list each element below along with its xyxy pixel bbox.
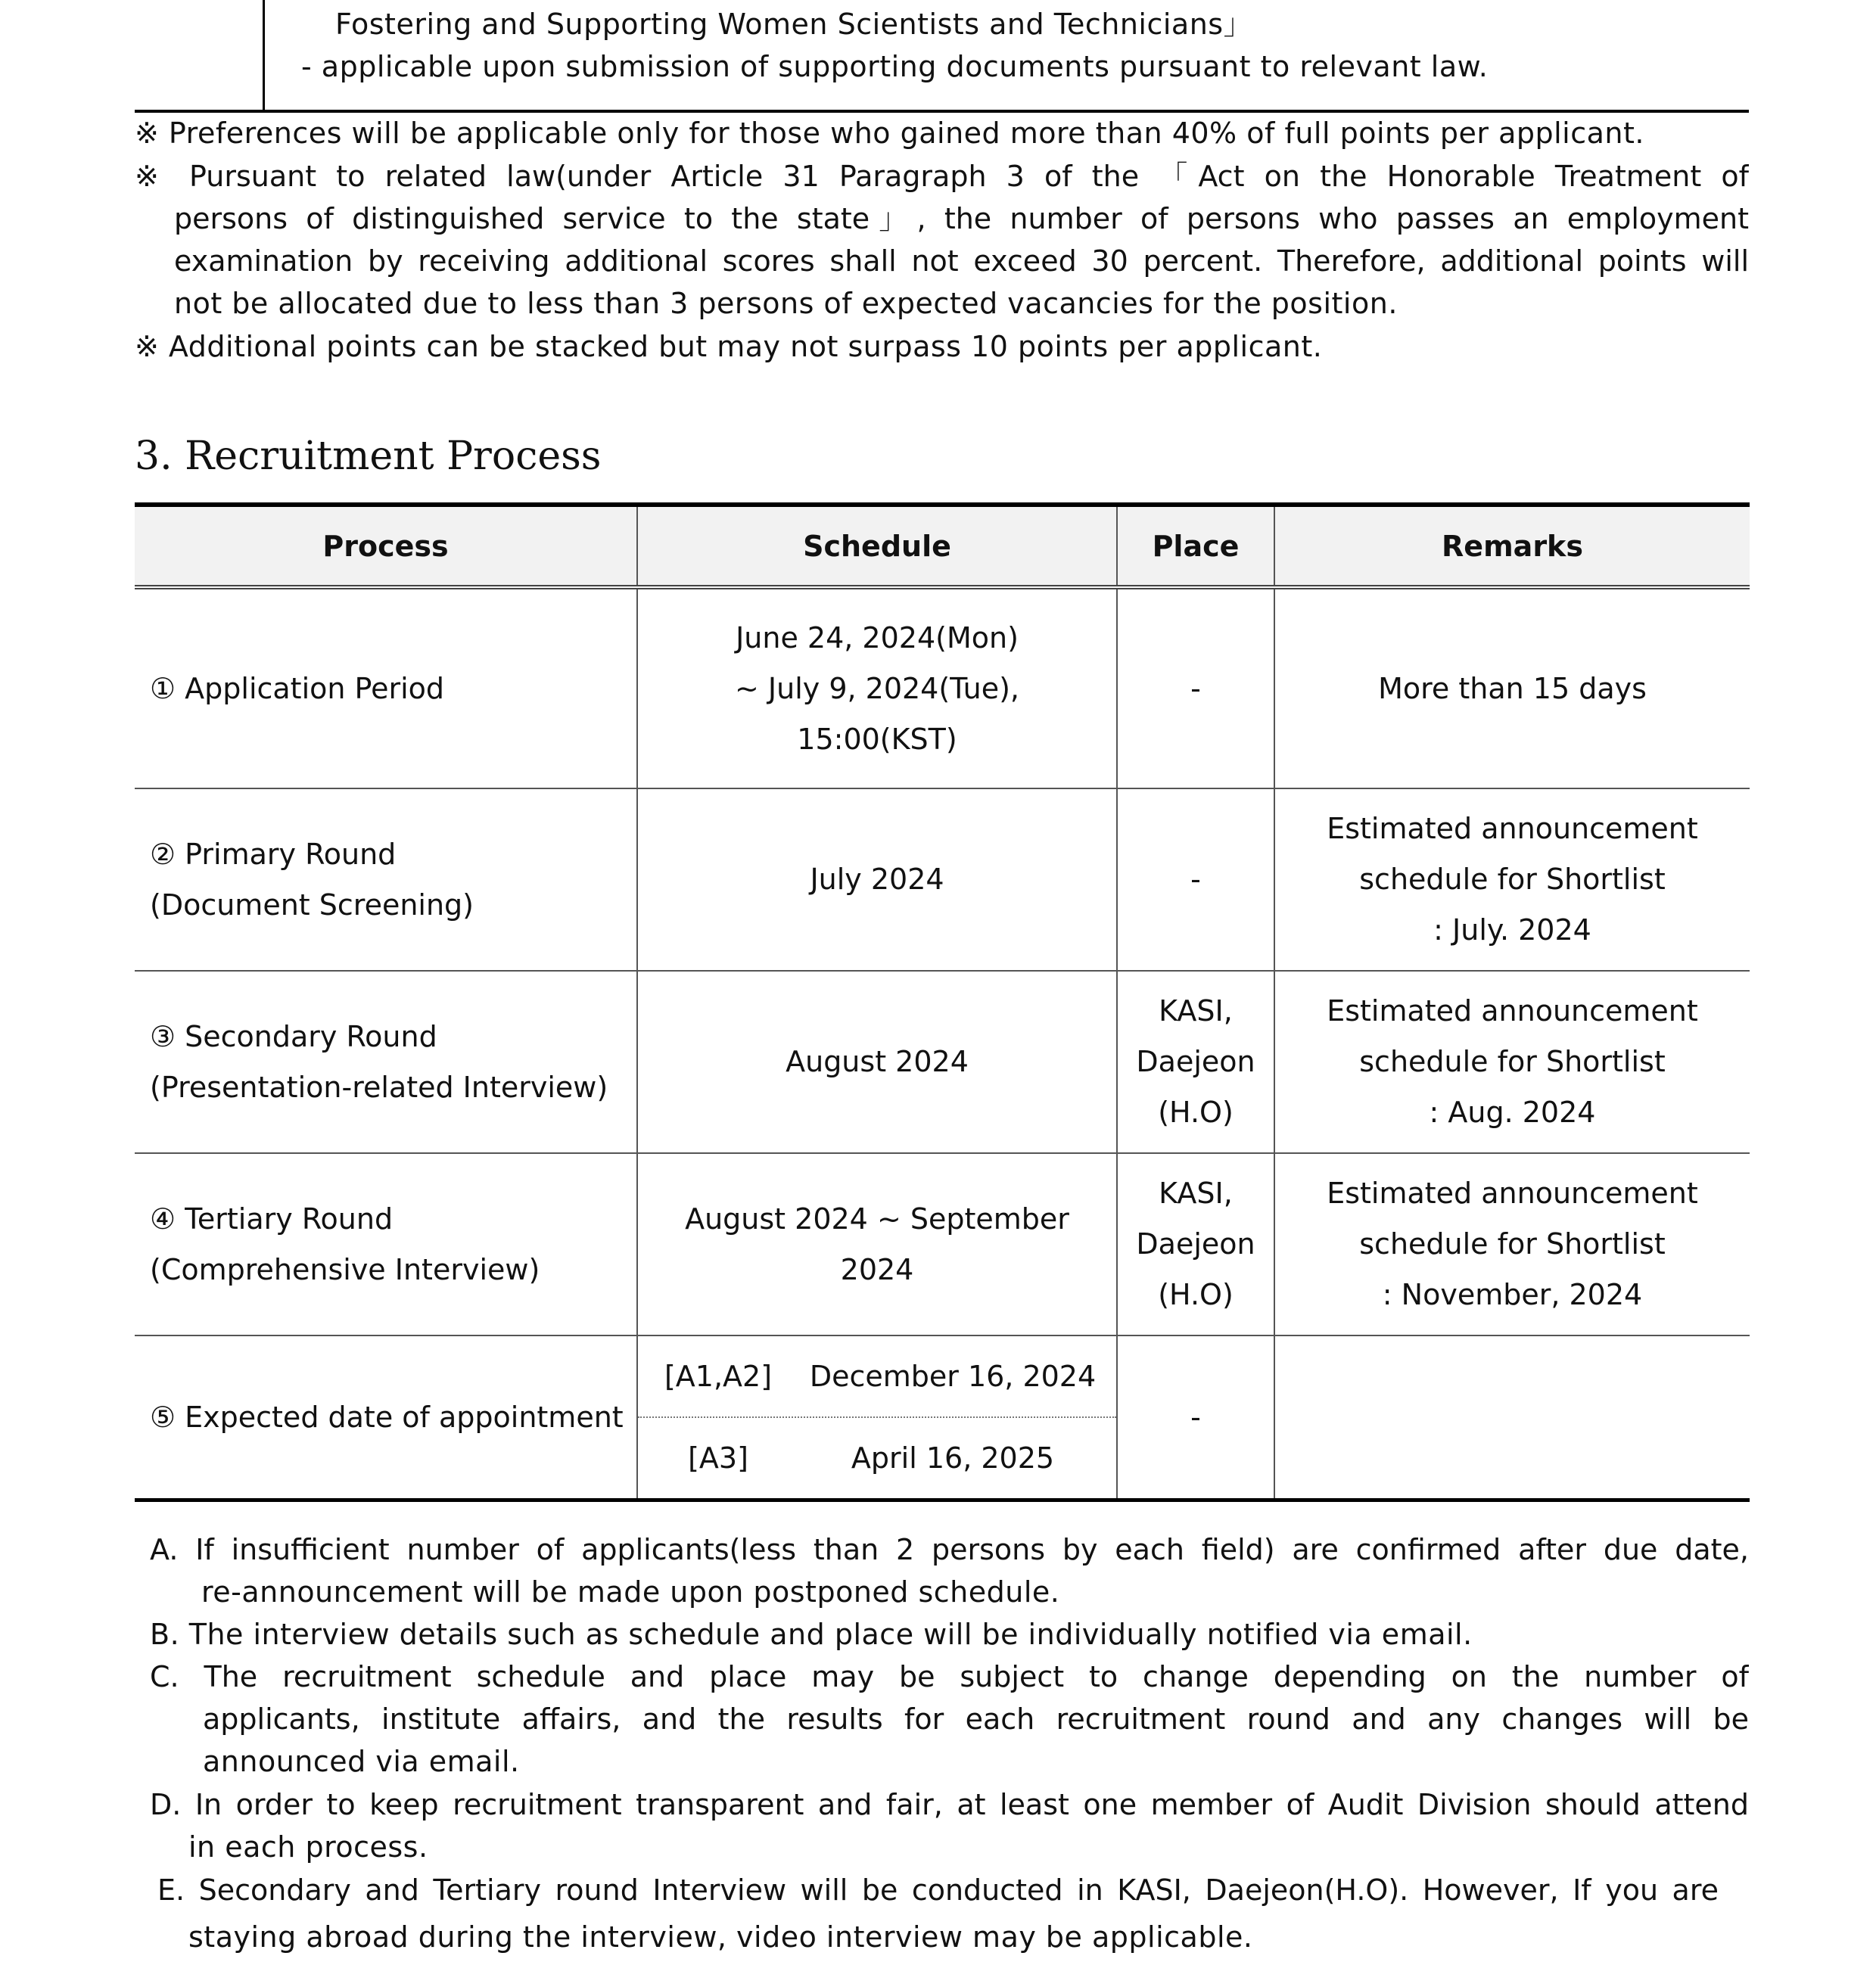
appointment-item (638, 1336, 1116, 1418)
cell-place: - (1117, 1335, 1274, 1500)
list-item-e-cont: staying abroad during the interview, video interview may be applicable. (188, 1920, 1253, 1954)
cell-process: ② Primary Round (Document Screening) (135, 788, 637, 971)
list-item-a-cont: re-announcement will be made upon postponed schedule. (201, 1575, 1060, 1609)
list-item-d: D. In order to keep recruitment transparent and fair, at least one member of Audit Division should attend (150, 1788, 1749, 1821)
cell-schedule: July 2024 (637, 788, 1117, 971)
list-item-e: E. Secondary and Tertiary round Interview will be conducted in KASI, Daejeon(H.O). However, If you are (157, 1873, 1719, 1907)
table-row (135, 587, 1750, 788)
cell-place: KASI, Daejeon (H.O) (1117, 1153, 1274, 1335)
cell-process: ③ Secondary Round (Presentation-related Interview) (135, 971, 637, 1153)
cell-remarks: Estimated announcement schedule for Shortlist : November, 2024 (1274, 1153, 1750, 1335)
list-item-b: B. The interview details such as schedule and place will be individually notified via email. (150, 1618, 1473, 1651)
cell-process: ⑤ Expected date of appointment (135, 1335, 637, 1500)
list-item-c-cont: applicants, institute affairs, and the results for each recruitment round and any changes will be (203, 1702, 1749, 1736)
table-row (135, 971, 1750, 1153)
cell-schedule: August 2024 ~ September 2024 (637, 1153, 1117, 1335)
note-line: examination by receiving additional scores shall not exceed 30 percent. Therefore, additional points will (174, 244, 1749, 278)
header-process: Process (135, 505, 637, 587)
table-row (135, 788, 1750, 971)
note-line: ※ Pursuant to related law(under Article 31 Paragraph 3 of the 「Act on the Honorable Treatment of (135, 160, 1749, 193)
cell-place: - (1117, 788, 1274, 971)
top-fragment-line: - applicable upon submission of supporting documents pursuant to relevant law. (301, 50, 1489, 83)
recruitment-process-table (135, 502, 1750, 1502)
table-cell-border (263, 0, 265, 112)
note-line: not be allocated due to less than 3 persons of expected vacancies for the position. (174, 287, 1398, 320)
appointment-date: April 16, 2025 (851, 1441, 1055, 1475)
table-header-row (135, 505, 1750, 587)
appointment-tag: [A1,A2] (664, 1359, 773, 1393)
header-schedule: Schedule (637, 505, 1117, 587)
list-item-c: C. The recruitment schedule and place may be subject to change depending on the number of (150, 1660, 1749, 1693)
note-line: persons of distinguished service to the state」, the number of persons who passes an employment (174, 202, 1749, 235)
cell-remarks: Estimated announcement schedule for Shortlist : Aug. 2024 (1274, 971, 1750, 1153)
cell-remarks (1274, 1335, 1750, 1500)
appointment-tag: [A3] (688, 1441, 748, 1475)
list-item-c-cont: announced via email. (203, 1745, 520, 1778)
top-fragment-line: Fostering and Supporting Women Scientists and Technicians」 (335, 8, 1253, 41)
cell-process: ① Application Period (135, 587, 637, 788)
cell-place: - (1117, 587, 1274, 788)
cell-process: ④ Tertiary Round (Comprehensive Interview) (135, 1153, 637, 1335)
table-row (135, 1153, 1750, 1335)
cell-place: KASI, Daejeon (H.O) (1117, 971, 1274, 1153)
note-additional-points: ※ Additional points can be stacked but may not surpass 10 points per applicant. (135, 330, 1323, 363)
list-item-a: A. If insufficient number of applicants(less than 2 persons by each field) are confirmed after due date, (150, 1533, 1749, 1566)
header-place: Place (1117, 505, 1274, 587)
section-title: 3. Recruitment Process (135, 434, 602, 479)
appointment-date: December 16, 2024 (809, 1359, 1097, 1393)
appointment-item (638, 1418, 1116, 1498)
cell-remarks: Estimated announcement schedule for Shortlist : July. 2024 (1274, 788, 1750, 971)
cell-schedule: June 24, 2024(Mon) ~ July 9, 2024(Tue), 15:00(KST) (637, 587, 1117, 788)
header-remarks: Remarks (1274, 505, 1750, 587)
cell-schedule (637, 1335, 1117, 1500)
note-preferences: ※ Preferences will be applicable only for those who gained more than 40% of full points per applicant. (135, 117, 1644, 150)
cell-schedule: August 2024 (637, 971, 1117, 1153)
cell-remarks: More than 15 days (1274, 587, 1750, 788)
table-row (135, 1335, 1750, 1500)
list-item-d-cont: in each process. (188, 1830, 428, 1864)
